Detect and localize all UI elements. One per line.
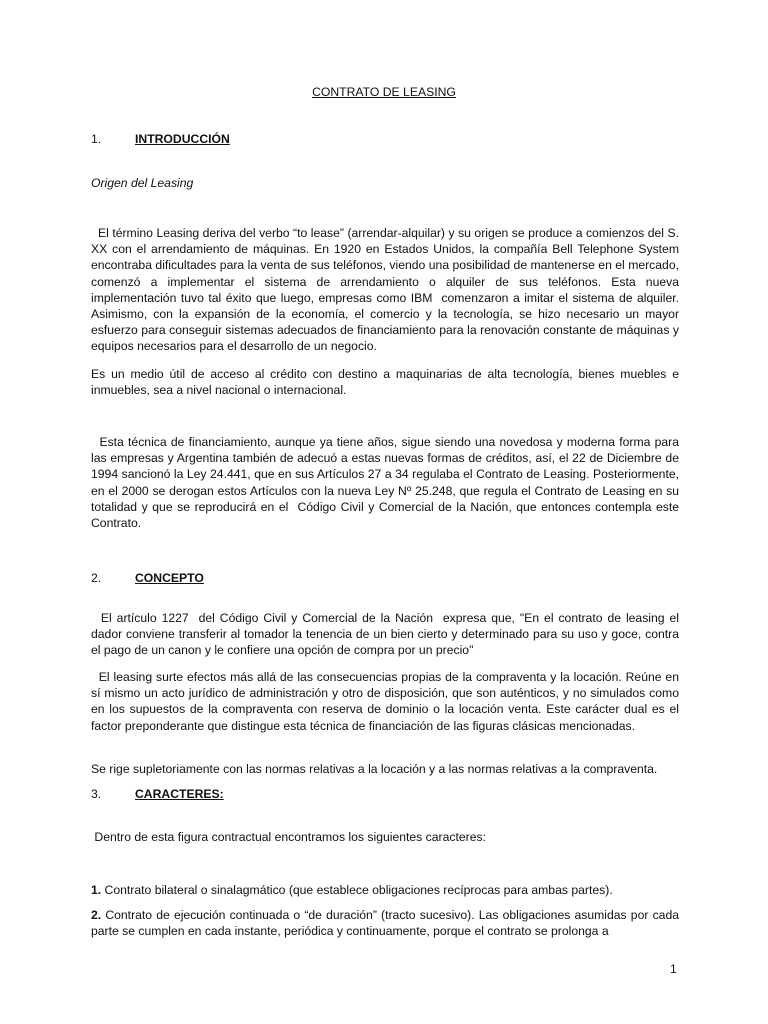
section-number: 2. bbox=[91, 571, 102, 585]
list-item-1 bbox=[91, 882, 679, 898]
section-label-text: CARACTERES bbox=[135, 787, 220, 801]
paragraph-tecnica: Esta técnica de financiamiento, aunque ya tiene años, sigue siendo una novedosa y moderna forma para las empresas y Argentina también de adecuó a estas nuevas formas de créditos, así, el 22 de Diciembre de 1994 sancionó la Ley 24.441, que en sus Artículos 27 a 34 regulaba el Contrato de Leasing. Posteriormente, en el 2000 se derogan estos Artículos con la nueva Ley Nº 25.248, que regula el Contrato de Leasing en su totalidad y que se reproducirá en el Código Civil y Comercial de la Nación, que entonces contempla este Contrato. bbox=[91, 435, 686, 531]
section-label-suffix: : bbox=[219, 787, 224, 801]
paragraph-articulo-1227: El artículo 1227 del Código Civil y Comercial de la Nación expresa que, "En el contrato de leasing el dador conviene transferir al tomador la tenencia de un bien cierto y determinado para su uso y goce, contra el pago de un canon y le confiere una opción de compra por un precio" bbox=[91, 611, 683, 658]
section-number: 1. bbox=[91, 132, 102, 146]
list-item-2 bbox=[91, 907, 683, 939]
list-item-number: 1. bbox=[91, 883, 102, 897]
list-item-text: Contrato de ejecución continuada o “de duración” (tracto sucesivo). Las obligaciones asumidas por cada parte se cumplen en cada instante, periódica y continuamente, porque el contrato se prolonga a bbox=[91, 908, 683, 939]
section-number: 3. bbox=[91, 787, 102, 801]
paragraph-medio-util: Es un medio útil de acceso al crédito con destino a maquinarias de alta tecnología, bienes muebles e inmuebles, sea a nivel nacional o internacional. bbox=[91, 367, 679, 398]
subsection-title: Origen del Leasing bbox=[91, 176, 194, 190]
paragraph-efectos: El leasing surte efectos más allá de las consecuencias propias de la compraventa y la locación. Reúne en sí mismo un acto jurídico de administración y otro de disposición, que son auténticos, y no simulados como en los supuestos de la compraventa con reserva de dominio o la locación venta. Este carácter dual es el factor preponderante que distingue esta técnica de financiación de las figuras clásicas mencionadas. bbox=[91, 670, 683, 733]
list-item-text: Contrato bilateral o sinalagmático (que establece obligaciones recíprocas para ambas partes). bbox=[101, 883, 613, 897]
section-label: INTRODUCCIÓN bbox=[135, 132, 230, 146]
page-number: 1 bbox=[670, 962, 677, 976]
paragraph-caracteres-intro: Dentro de esta figura contractual encontramos los siguientes caracteres: bbox=[91, 830, 486, 844]
section-label bbox=[135, 786, 224, 802]
section-label: CONCEPTO bbox=[135, 571, 204, 585]
document-title: CONTRATO DE LEASING bbox=[312, 85, 456, 99]
paragraph-supletorio: Se rige supletoriamente con las normas relativas a la locación y a las normas relativas a la compraventa. bbox=[91, 762, 658, 776]
list-item-number: 2. bbox=[91, 908, 102, 922]
paragraph-origen: El término Leasing deriva del verbo “to lease” (arrendar-alquilar) y su origen se produce a comienzos del S. XX con el arrendamiento de máquinas. En 1920 en Estados Unidos, la compañía Bell Telephone System encontraba dificultades para la venta de sus teléfonos, viendo una posibilidad de mantenerse en el mercado, comenzó a implementar el sistema de arrendamiento o alquiler de sus teléfonos. Esta nueva implementación tuvo tal éxito que luego, empresas como IBM comenzaron a imitar el sistema de alquiler. Asimismo, con la expansión de la economía, el comercio y la tecnología, se hizo necesario un mayor esfuerzo para conseguir sistemas adecuados de financiamiento para la renovación constante de máquinas y equipos necesarios para el desarrollo de un negocio. bbox=[91, 226, 686, 354]
